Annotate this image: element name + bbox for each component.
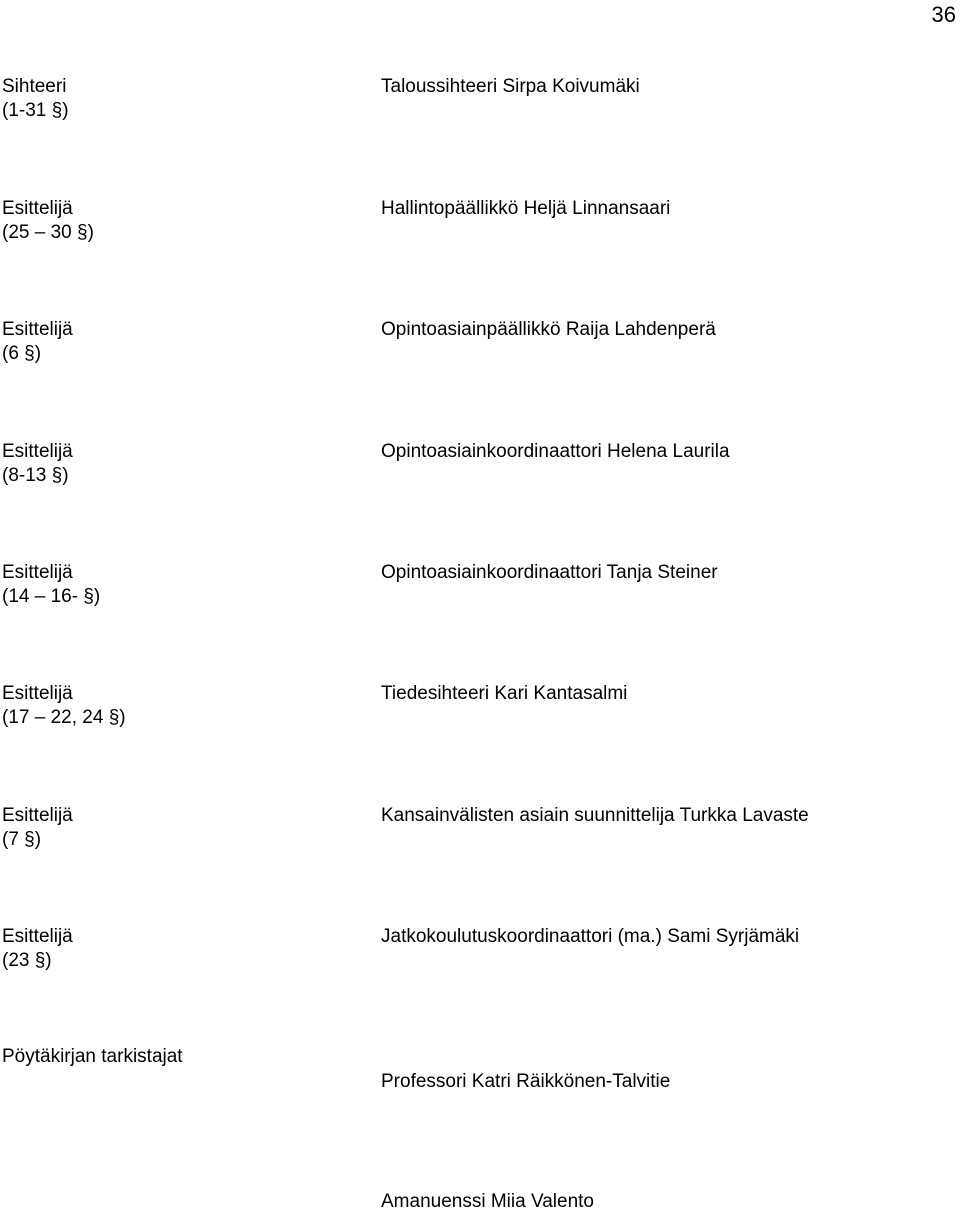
role-label: Esittelijä	[2, 926, 73, 947]
role-block-presenter	[2, 197, 342, 245]
person-name: Opintoasiainkoordinaattori Helena Laurila	[381, 441, 730, 462]
role-label: Sihteeri	[2, 76, 67, 97]
person-name: Opintoasiainpäällikkö Raija Lahdenperä	[381, 319, 716, 340]
section-range: (14 – 16- §)	[2, 586, 101, 607]
section-range: (1-31 §)	[2, 100, 69, 121]
person-name: Kansainvälisten asiain suunnittelija Turkka Lavaste	[381, 805, 809, 826]
role-block-presenter	[2, 440, 342, 488]
section-range: (8-13 §)	[2, 465, 69, 486]
checker-name: Professori Katri Räikkönen-Talvitie	[381, 1071, 671, 1092]
person-name: Tiedesihteeri Kari Kantasalmi	[381, 683, 628, 704]
role-block-secretary	[2, 75, 342, 123]
role-label: Esittelijä	[2, 319, 73, 340]
role-block-presenter	[2, 682, 342, 730]
section-range: (6 §)	[2, 343, 42, 364]
role-block-presenter	[2, 804, 342, 852]
section-range: (23 §)	[2, 950, 52, 971]
person-name: Opintoasiainkoordinaattori Tanja Steiner	[381, 562, 718, 583]
role-label: Esittelijä	[2, 805, 73, 826]
role-block-presenter	[2, 925, 342, 973]
role-block-presenter	[2, 561, 342, 609]
role-label: Esittelijä	[2, 683, 73, 704]
section-range: (7 §)	[2, 829, 42, 850]
role-label: Esittelijä	[2, 441, 73, 462]
role-label: Esittelijä	[2, 562, 73, 583]
minutes-checkers-label: Pöytäkirjan tarkistajat	[2, 1046, 183, 1067]
person-name: Taloussihteeri Sirpa Koivumäki	[381, 76, 640, 97]
person-name: Jatkokoulutuskoordinaattori (ma.) Sami Syrjämäki	[381, 926, 800, 947]
section-range: (25 – 30 §)	[2, 222, 94, 243]
person-name: Hallintopäällikkö Heljä Linnansaari	[381, 198, 671, 219]
checker-name: Amanuenssi Miia Valento	[381, 1191, 594, 1212]
page-number: 36	[931, 2, 956, 27]
section-range: (17 – 22, 24 §)	[2, 707, 126, 728]
role-label: Esittelijä	[2, 198, 73, 219]
role-block-presenter	[2, 318, 342, 366]
